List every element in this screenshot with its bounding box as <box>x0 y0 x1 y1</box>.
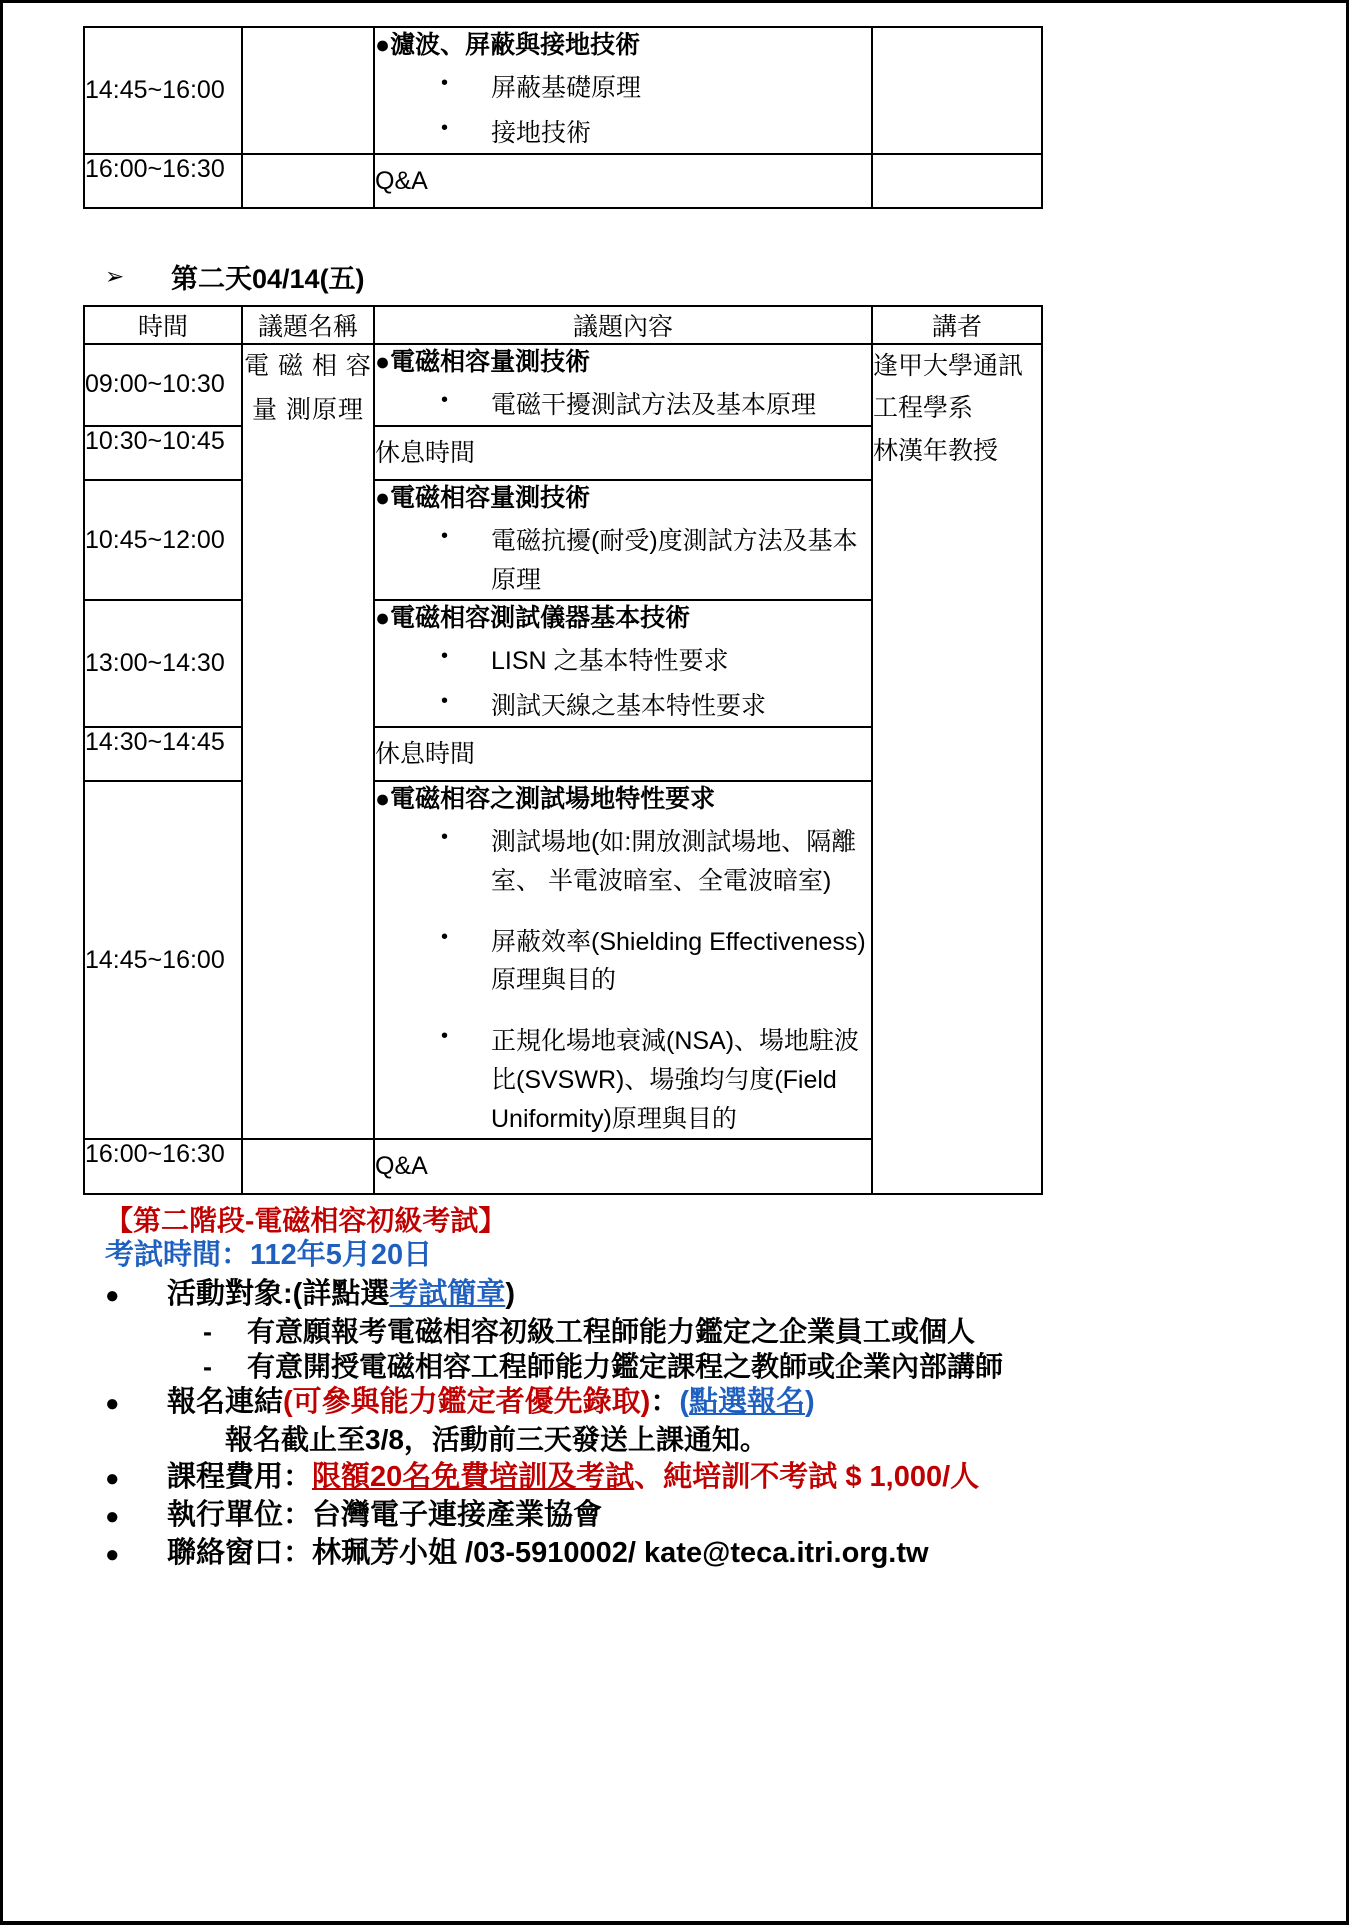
cell-time: 14:30~14:45 <box>84 727 242 781</box>
bullet-icon: • <box>441 690 449 712</box>
list-item-label: 接地技術 <box>491 118 592 147</box>
bullet-icon: • <box>441 826 449 848</box>
stage-title: 【第二階段-電磁相容初級考試】 <box>105 1204 507 1236</box>
speaker-line: 林漢年教授 <box>873 436 999 465</box>
bullet-icon: ● <box>105 1502 120 1530</box>
cell-content: 休息時間 <box>374 727 872 781</box>
cell-time: 10:30~10:45 <box>84 426 242 480</box>
cell-content <box>374 27 872 154</box>
content-sub-list <box>375 522 871 600</box>
cell-time: 10:45~12:00 <box>84 480 242 601</box>
fee-row <box>105 1460 1273 1501</box>
signup-open-paren: ( <box>679 1385 690 1418</box>
dash-icon: - <box>203 1316 212 1347</box>
bullet-icon: • <box>441 524 449 547</box>
speaker-line: 工程學系 <box>873 394 974 423</box>
cell-time: 14:45~16:00 <box>84 27 242 154</box>
bullet-icon: ● <box>105 1281 120 1309</box>
cell-content: Q&A <box>374 1139 872 1193</box>
cell-topic-merged <box>242 344 374 1140</box>
cell-content <box>374 781 872 1139</box>
cell-time: 14:45~16:00 <box>84 781 242 1139</box>
list-item-label: 屏蔽效率(Shielding Effectiveness) 原理與目的 <box>491 927 866 995</box>
audience-item-row <box>203 1350 1273 1388</box>
organizer-text: 執行單位：台灣電子連接產業協會 <box>167 1498 603 1531</box>
content-heading: ●電磁相容量測技術 <box>375 347 591 376</box>
column-header-content: 議題內容 <box>374 306 872 344</box>
list-item-label: 正規化場地衰減(NSA)、場地駐波比(SVSWR)、場強均勻度(Field Uniformity)原理與目的 <box>491 1027 860 1133</box>
day1-tail-table <box>83 26 1043 209</box>
exam-time: 考試時間：112年5月20日 <box>105 1238 433 1271</box>
content-sub-list <box>375 386 871 425</box>
content-sub-list <box>375 823 871 1138</box>
page-content <box>83 0 1273 1577</box>
list-item <box>375 642 871 681</box>
audience-label: 活動對象:(詳點選 <box>167 1277 390 1310</box>
signup-text <box>167 1385 815 1418</box>
cell-time: 16:00~16:30 <box>84 154 242 208</box>
bullet-icon: • <box>441 72 449 94</box>
fee-highlight: 限額20名免費培訓及考試 <box>312 1460 635 1493</box>
signup-note: (可參與能力鑑定者優先錄取) <box>283 1385 651 1418</box>
day2-schedule-table <box>83 305 1043 1195</box>
content-heading: ●電磁相容之測試場地特性要求 <box>375 785 716 813</box>
list-item <box>375 823 871 901</box>
cell-topic <box>242 1139 374 1193</box>
audience-item-row <box>203 1315 1273 1353</box>
list-item <box>375 114 871 153</box>
list-item-label: 屏蔽基礎原理 <box>491 74 642 102</box>
cell-speaker <box>872 27 1042 154</box>
signup-link[interactable]: 點選報名 <box>689 1385 806 1418</box>
day2-heading <box>83 255 1273 299</box>
exam-info-block <box>83 1203 1273 1577</box>
cell-speaker <box>872 154 1042 208</box>
content-heading: ●電磁相容量測技術 <box>375 483 591 512</box>
cell-content <box>374 480 872 601</box>
cell-content: Q&A <box>374 154 872 208</box>
signup-deadline-note: 報名截止至3/8，活動前三天發送上課通知。 <box>225 1423 768 1455</box>
list-item <box>375 687 871 726</box>
list-item-label: 電磁干擾測試方法及基本原理 <box>491 390 817 419</box>
list-item-label: 電磁抗擾(耐受)度測試方法及基本原理 <box>491 526 858 594</box>
table-row <box>84 27 1042 154</box>
dash-icon: - <box>203 1351 212 1382</box>
column-header-time: 時間 <box>84 306 242 344</box>
cell-speaker-merged <box>872 344 1042 1194</box>
bullet-icon: ● <box>105 1540 120 1568</box>
cell-content <box>374 344 872 426</box>
cell-content <box>374 600 872 727</box>
list-item-label: 測試天線之基本特性要求 <box>491 692 767 720</box>
table-row <box>84 344 1042 426</box>
content-heading: ●濾波、屏蔽與接地技術 <box>375 31 641 59</box>
exam-guide-link[interactable]: 考試簡章 <box>389 1277 506 1310</box>
cell-topic <box>242 154 374 208</box>
bullet-icon: • <box>441 1025 449 1047</box>
fee-rest: 、純培訓不考試 $ 1,000/人 <box>634 1460 980 1493</box>
list-item <box>375 69 871 108</box>
contact-row <box>105 1536 1273 1577</box>
content-sub-list <box>375 69 871 153</box>
fee-text <box>167 1460 980 1493</box>
arrow-right-icon: ➢ <box>105 263 125 290</box>
column-header-topic: 議題名稱 <box>242 306 374 344</box>
bullet-icon: • <box>441 645 449 668</box>
bullet-icon: ● <box>105 1464 120 1492</box>
cell-time: 09:00~10:30 <box>84 344 242 426</box>
cell-time: 13:00~14:30 <box>84 600 242 727</box>
fee-label: 課程費用： <box>167 1460 313 1493</box>
contact-text: 聯絡窗口：林珮芳小姐 /03-5910002/ kate@teca.itri.org.tw <box>167 1536 929 1569</box>
cell-content: 休息時間 <box>374 426 872 480</box>
table-row <box>84 154 1042 208</box>
audience-row <box>105 1277 1273 1318</box>
audience-text <box>167 1277 516 1310</box>
bullet-icon: • <box>441 116 449 139</box>
signup-label: 報名連結 <box>167 1385 284 1418</box>
cell-time: 16:00~16:30 <box>84 1139 242 1193</box>
list-item <box>375 386 871 425</box>
audience-item-label: 有意願報考電磁相容初級工程師能力鑑定之企業員工或個人 <box>247 1315 976 1347</box>
signup-colon: ： <box>650 1385 680 1418</box>
cell-topic <box>242 27 374 154</box>
content-heading: ●電磁相容測試儀器基本技術 <box>375 604 691 633</box>
bullet-icon: ● <box>105 1389 120 1417</box>
list-item <box>375 522 871 600</box>
list-item-label: LISN 之基本特性要求 <box>491 647 729 676</box>
bullet-icon: • <box>441 388 449 411</box>
speaker-line: 逢甲大學通訊 <box>873 351 1024 380</box>
audience-tail: ) <box>505 1277 516 1310</box>
organizer-row <box>105 1498 1273 1539</box>
list-item-label: 測試場地(如:開放測試場地、隔離室、 半電波暗室、全電波暗室) <box>491 828 857 895</box>
page-bottom-border <box>3 1921 1346 1925</box>
bullet-icon: • <box>441 925 449 948</box>
cell-topic-label: 電 磁 相 容 量 測原理 <box>244 351 372 424</box>
list-item <box>375 1022 871 1138</box>
table-header-row <box>84 306 1042 344</box>
signup-close-paren: ) <box>805 1385 815 1418</box>
list-item <box>375 923 871 1001</box>
day2-heading-label: 第二天04/14(五) <box>171 264 365 295</box>
audience-item-label: 有意開授電磁相容工程師能力鑑定課程之教師或企業內部講師 <box>247 1350 1004 1382</box>
column-header-speaker: 講者 <box>872 306 1042 344</box>
signup-row <box>105 1385 1273 1426</box>
content-sub-list <box>375 642 871 726</box>
